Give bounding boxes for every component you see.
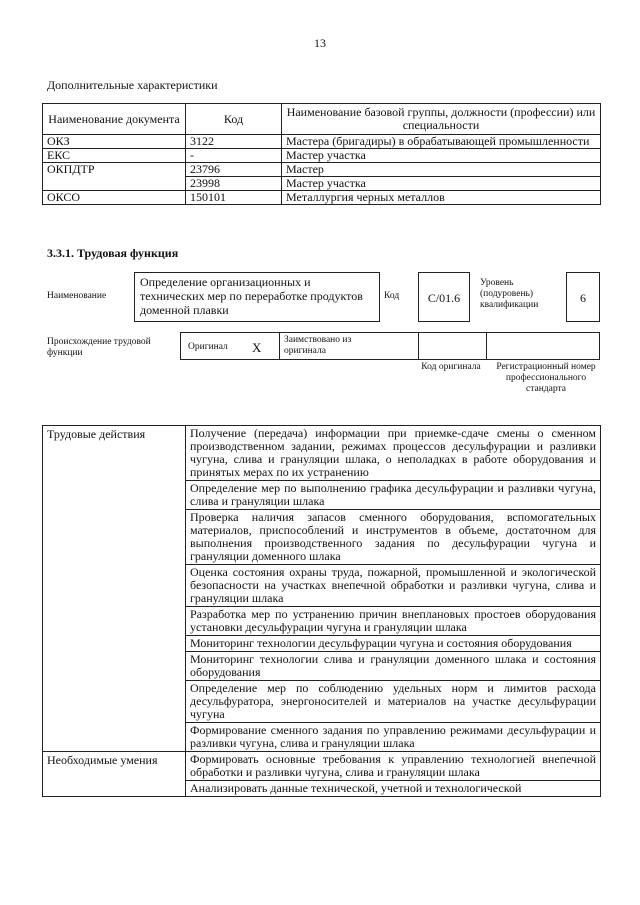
labor-action-item: Формирование сменного задания по управлению режимами десульфурации и разливки чугуна, слива и грануляции шлака	[186, 723, 601, 752]
cell-name: Мастер участка	[282, 177, 601, 191]
table-row	[43, 426, 601, 481]
characteristics-table	[42, 103, 601, 205]
skill-item: Анализировать данные технической, учетной и технологической	[186, 781, 601, 797]
additional-characteristics-heading: Дополнительные характеристики	[47, 78, 218, 92]
cell-code: 23796	[186, 163, 282, 177]
cell-code: -	[186, 149, 282, 163]
skill-item: Формировать основные требования к управлению технологией внепечной обработки и разливки чугуна, слива и грануляции шлака	[186, 752, 601, 781]
labor-action-item: Проверка наличия запасов сменного оборудования, вспомогательных материалов, приспособлений и инструментов в объеме, достаточном для выполнения производственного задания по десульфурации чугуна и грануляции доменного шлака	[186, 510, 601, 565]
cell-doc: ОКСО	[43, 191, 186, 205]
cell-name: Мастер	[282, 163, 601, 177]
labor-action-item: Мониторинг технологии десульфурации чугуна и состояния оборудования	[186, 636, 601, 652]
table-row	[43, 135, 601, 149]
cell-name: Металлургия черных металлов	[282, 191, 601, 205]
column-header-document: Наименование документа	[43, 104, 186, 135]
required-skills-label: Необходимые умения	[43, 752, 186, 797]
cell-code: 23998	[186, 177, 282, 191]
cell-name: Мастера (бригадиры) в обрабатывающей промышленности	[282, 135, 601, 149]
function-code-box: С/01.6	[418, 272, 470, 322]
labor-action-item: Мониторинг технологии слива и грануляции доменного шлака и состояния оборудования	[186, 652, 601, 681]
cell-code: 150101	[186, 191, 282, 205]
original-label: Оригинал	[188, 342, 228, 352]
table-row	[43, 191, 601, 205]
name-label: Наименование	[47, 291, 107, 301]
labor-actions-label: Трудовые действия	[43, 426, 186, 752]
labor-actions-table	[42, 425, 601, 797]
labor-function-heading: 3.3.1. Трудовая функция	[47, 246, 179, 260]
column-header-code: Код	[186, 104, 282, 135]
qualification-level-box: 6	[566, 272, 600, 322]
borrowed-label: Заимствовано из оригинала	[284, 335, 352, 356]
table-header-row	[43, 104, 601, 135]
labor-action-item: Определение мер по выполнению графика десульфурации и разливки чугуна, слива и грануляции шлака	[186, 481, 601, 510]
cell-code: 3122	[186, 135, 282, 149]
origin-divider	[486, 332, 487, 360]
code-original-label: Код оригинала	[421, 362, 481, 372]
column-header-group: Наименование базовой группы, должности (профессии) или специальности	[282, 104, 601, 135]
registration-number-label: Регистрационный номер профессионального стандарта	[496, 362, 596, 394]
function-name-box: Определение организационных и технических мер по переработке продуктов доменной плавки	[134, 272, 380, 322]
table-row	[43, 163, 601, 177]
original-mark: X	[252, 340, 262, 355]
labor-action-item: Оценка состояния охраны труда, пожарной, промышленной и экологической безопасности на участках внепечной обработки и разливки чугуна, слива и грануляции шлака	[186, 565, 601, 607]
table-row	[43, 752, 601, 781]
table-row	[43, 149, 601, 163]
origin-divider	[418, 332, 419, 360]
cell-doc: ОКПДТР	[43, 163, 186, 191]
cell-doc: ЕКС	[43, 149, 186, 163]
level-label: Уровень (подуровень) квалификации	[480, 278, 539, 310]
page-number: 13	[314, 36, 326, 50]
labor-action-item: Определение мер по соблюдению удельных норм и лимитов расхода десульфуратора, энергоносителей и материалов на участке десульфурации чугуна	[186, 681, 601, 723]
labor-action-item: Разработка мер по устранению причин внеплановых простоев оборудования установки десульфурации чугуна и грануляции шлака	[186, 607, 601, 636]
code-label: Код	[384, 291, 400, 301]
cell-doc: ОКЗ	[43, 135, 186, 149]
origin-label: Происхождение трудовой функции	[47, 337, 151, 358]
labor-action-item: Получение (передача) информации при приемке-сдаче смены о сменном производственном задании, режимах процессов десульфурации и разливки чугуна, слива и грануляции шлака, о неполадках в работе оборудования и принятых мерах по их устранению	[186, 426, 601, 481]
origin-box	[180, 332, 600, 360]
origin-divider	[279, 332, 280, 360]
cell-name: Мастер участка	[282, 149, 601, 163]
